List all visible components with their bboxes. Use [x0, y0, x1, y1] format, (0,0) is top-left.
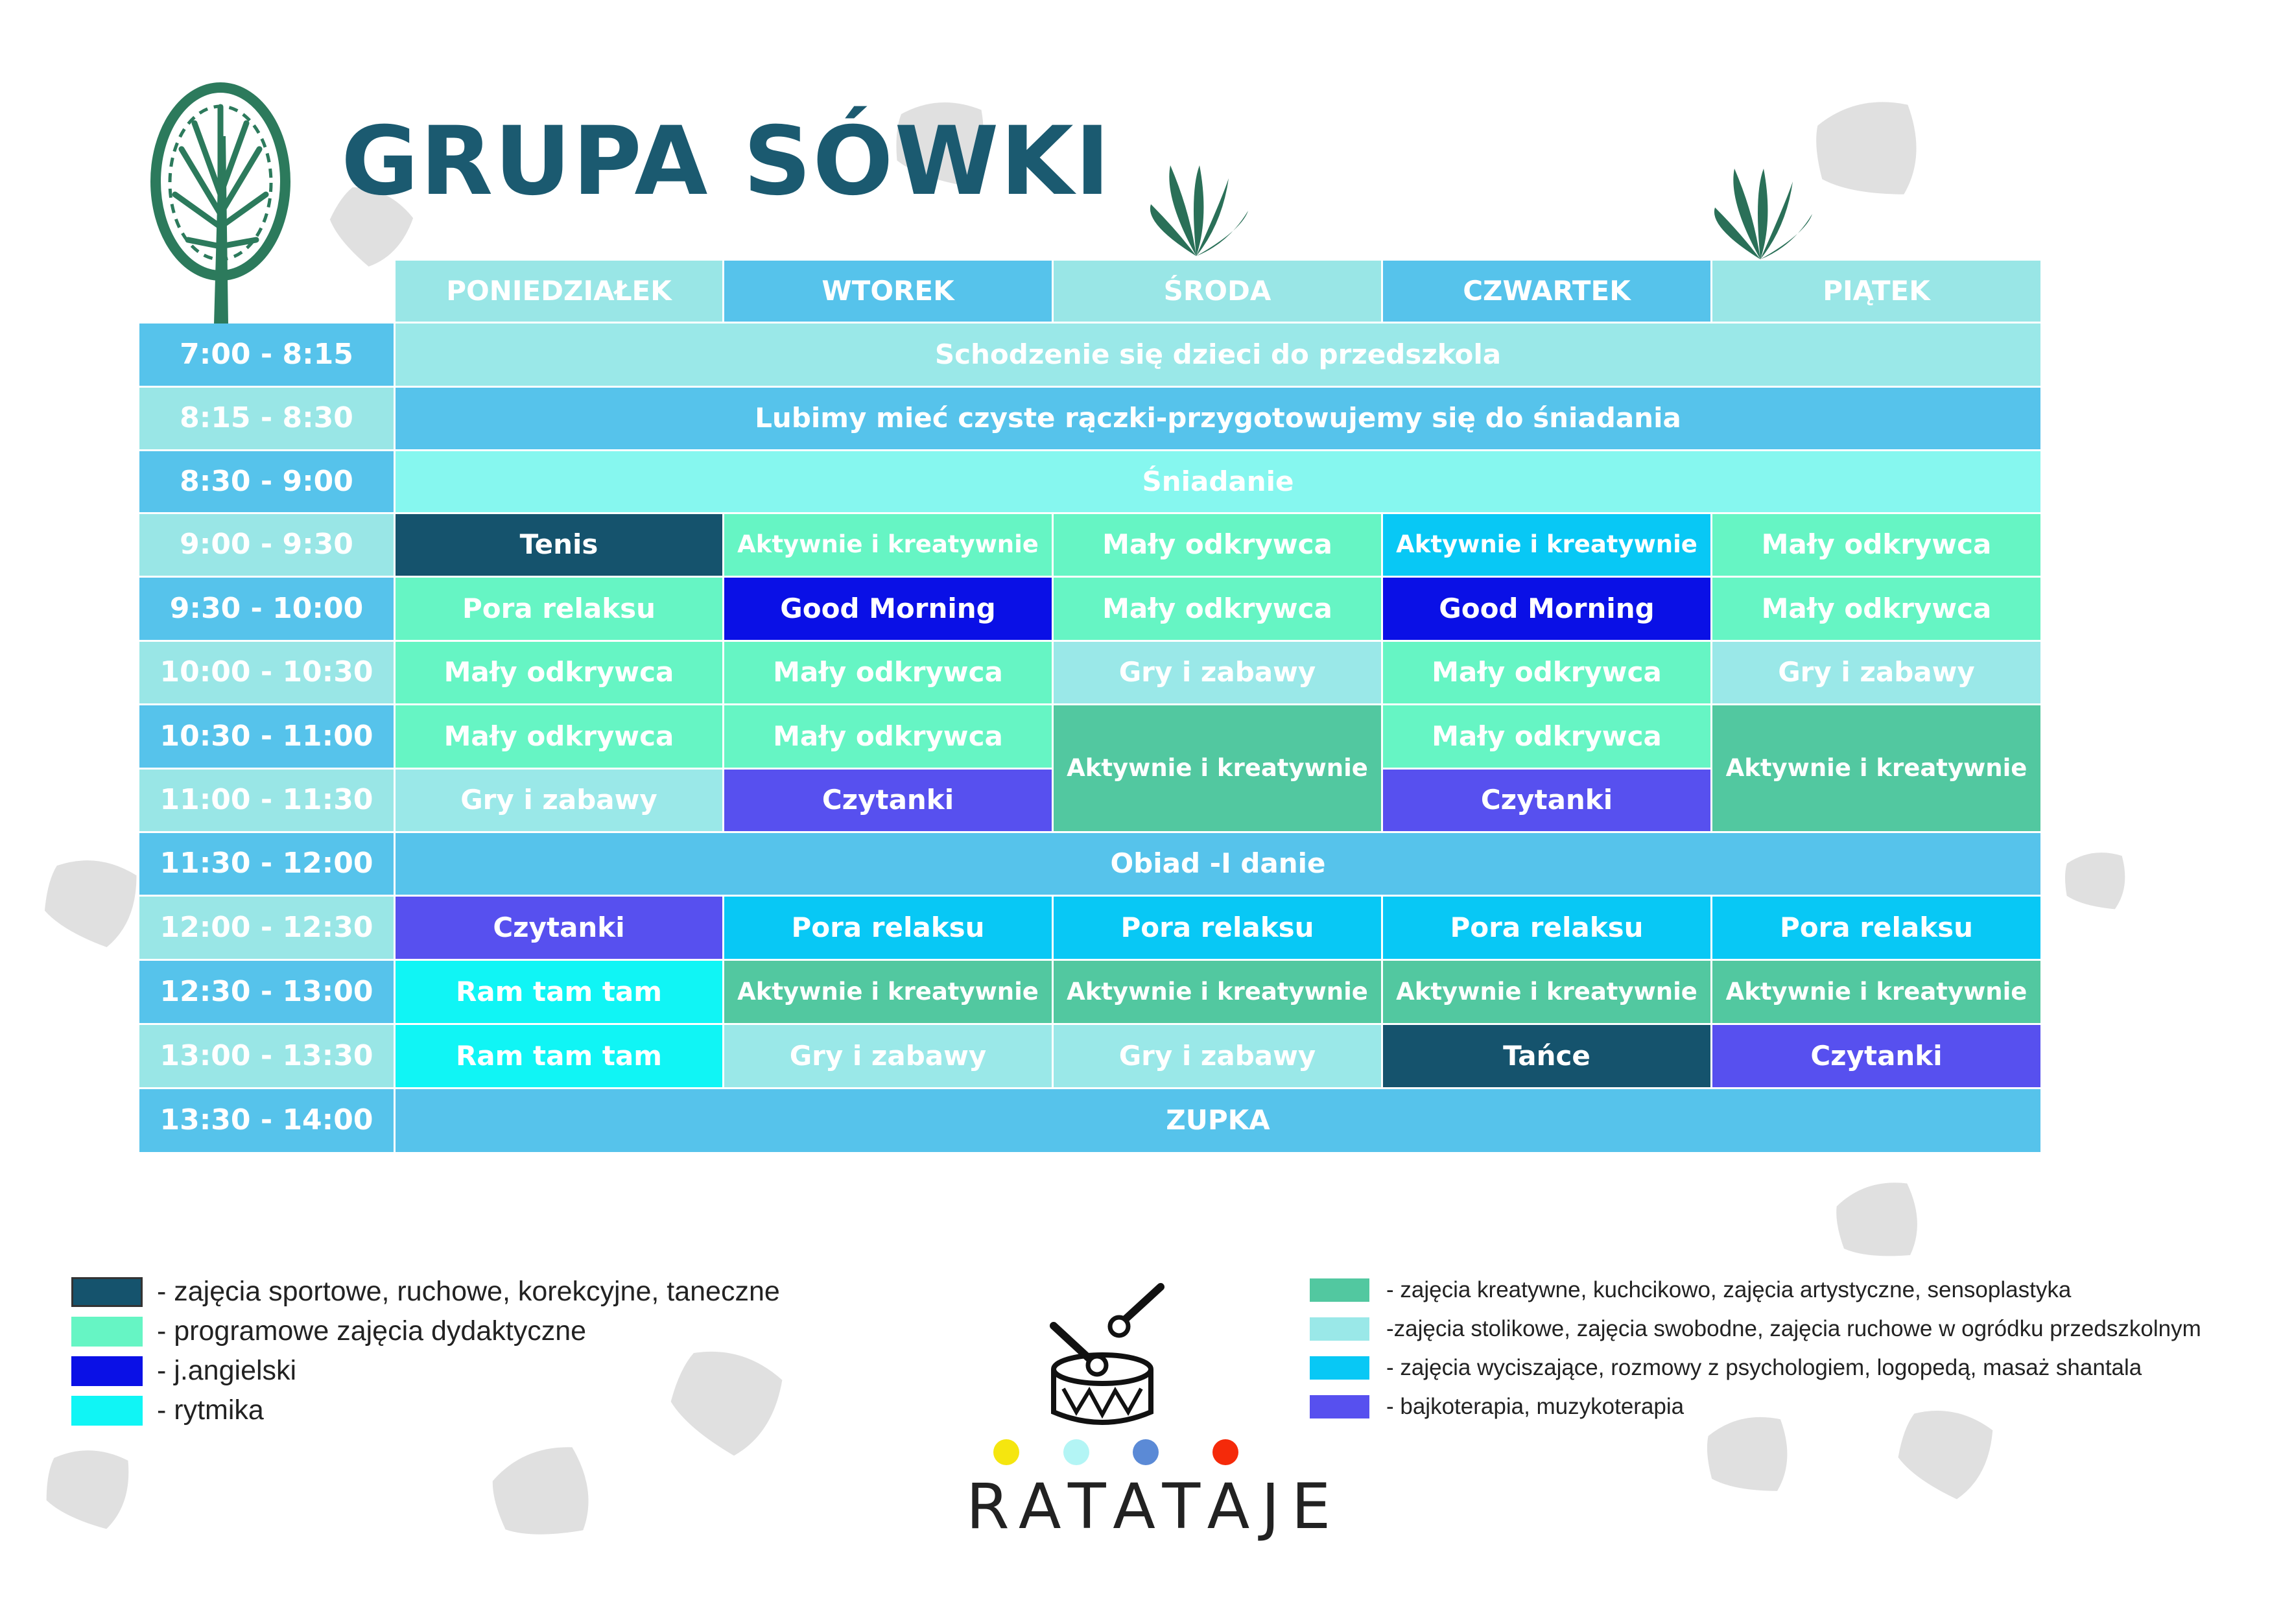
activity-cell: Ram tam tam	[396, 1025, 724, 1089]
activity-cell: Mały odkrywca	[1712, 514, 2042, 578]
activity-cell: Mały odkrywca	[1383, 642, 1712, 705]
activity-cell: Mały odkrywca	[1054, 514, 1383, 578]
brand-name: RATATAJE	[966, 1470, 1343, 1543]
legend-item	[71, 1315, 586, 1347]
time-slot: 8:15 - 8:30	[139, 388, 396, 451]
legend-label: - programowe zajęcia dydaktyczne	[157, 1315, 587, 1347]
activity-cell: Aktywnie i kreatywnie	[1712, 961, 2042, 1025]
time-slot: 10:00 - 10:30	[139, 642, 396, 705]
activity-cell: Good Morning	[1383, 578, 1712, 642]
legend-swatch	[71, 1317, 143, 1347]
activity-cell: Pora relaksu	[1383, 897, 1712, 961]
legend-item	[1310, 1277, 2071, 1303]
legend-swatch	[1310, 1356, 1369, 1380]
day-header: PONIEDZIAŁEK	[396, 261, 724, 324]
activity-cell: Mały odkrywca	[396, 642, 724, 705]
day-header: WTOREK	[724, 261, 1054, 324]
legend-label: -zajęcia stolikowe, zajęcia swobodne, zajęcia ruchowe w ogródku przedszkolnym	[1386, 1316, 2201, 1341]
activity-cell: Gry i zabawy	[1054, 1025, 1383, 1089]
time-slot: 9:30 - 10:00	[139, 578, 396, 642]
page-title: GRUPA SÓWKI	[341, 106, 1112, 217]
activity-cell: Mały odkrywca	[724, 642, 1054, 705]
activity-cell: Gry i zabawy	[396, 770, 724, 833]
time-slot: 9:00 - 9:30	[139, 514, 396, 578]
time-slot: 10:30 - 11:00	[139, 705, 396, 770]
activity-cell: Gry i zabawy	[1054, 642, 1383, 705]
activity-cell: Aktywnie i kreatywnie	[1712, 705, 2042, 833]
legend-swatch	[1310, 1317, 1369, 1341]
activity-cell: Pora relaksu	[1712, 897, 2042, 961]
day-header: ŚRODA	[1054, 261, 1383, 324]
time-slot: 13:30 - 14:00	[139, 1089, 396, 1154]
time-slot: 12:00 - 12:30	[139, 897, 396, 961]
activity-cell: Tenis	[396, 514, 724, 578]
legend-label: - zajęcia kreatywne, kuchcikowo, zajęcia artystyczne, sensoplastyka	[1386, 1277, 2072, 1302]
full-row-activity: Lubimy mieć czyste rączki-przygotowujemy się do śniadania	[396, 388, 2042, 451]
activity-cell: Gry i zabawy	[1712, 642, 2042, 705]
time-slot: 8:30 - 9:00	[139, 451, 396, 514]
time-slot: 13:00 - 13:30	[139, 1025, 396, 1089]
activity-cell: Pora relaksu	[724, 897, 1054, 961]
activity-cell: Mały odkrywca	[1712, 578, 2042, 642]
activity-cell: Aktywnie i kreatywnie	[1383, 514, 1712, 578]
activity-cell: Aktywnie i kreatywnie	[724, 514, 1054, 578]
activity-cell: Czytanki	[1712, 1025, 2042, 1089]
activity-cell: Pora relaksu	[1054, 897, 1383, 961]
activity-cell: Aktywnie i kreatywnie	[1054, 961, 1383, 1025]
activity-cell: Czytanki	[396, 897, 724, 961]
legend-swatch	[1310, 1278, 1369, 1302]
time-slot: 7:00 - 8:15	[139, 324, 396, 388]
activity-cell: Mały odkrywca	[1383, 705, 1712, 770]
full-row-activity: Śniadanie	[396, 451, 2042, 514]
activity-cell: Czytanki	[1383, 770, 1712, 833]
activity-cell: Mały odkrywca	[724, 705, 1054, 770]
activity-cell: Aktywnie i kreatywnie	[1383, 961, 1712, 1025]
activity-cell: Mały odkrywca	[396, 705, 724, 770]
activity-cell: Mały odkrywca	[1054, 578, 1383, 642]
legend-label: - j.angielski	[157, 1355, 297, 1386]
day-header: CZWARTEK	[1383, 261, 1712, 324]
time-slot: 11:30 - 12:00	[139, 833, 396, 897]
legend-swatch	[1310, 1395, 1369, 1418]
full-row-activity: Obiad -I danie	[396, 833, 2042, 897]
activity-cell: Aktywnie i kreatywnie	[1054, 705, 1383, 833]
legend-swatch	[71, 1356, 143, 1386]
legend-label: - rytmika	[157, 1395, 264, 1426]
legend-label: - zajęcia wyciszające, rozmowy z psychologiem, logopedą, masaż shantala	[1386, 1355, 2142, 1380]
legend-swatch	[71, 1277, 143, 1307]
legend-swatch	[71, 1396, 143, 1426]
activity-cell: Ram tam tam	[396, 961, 724, 1025]
legend-item	[1310, 1394, 1684, 1420]
full-row-activity: ZUPKA	[396, 1089, 2042, 1154]
legend-item	[71, 1395, 264, 1426]
legend-item	[71, 1355, 296, 1387]
activity-cell: Gry i zabawy	[724, 1025, 1054, 1089]
activity-cell: Good Morning	[724, 578, 1054, 642]
activity-cell: Pora relaksu	[396, 578, 724, 642]
day-header: PIĄTEK	[1712, 261, 2042, 324]
legend-label: - zajęcia sportowe, ruchowe, korekcyjne, taneczne	[157, 1276, 780, 1307]
legend-label: - bajkoterapia, muzykoterapia	[1386, 1394, 1685, 1419]
legend-item	[1310, 1316, 2201, 1342]
time-slot: 12:30 - 13:00	[139, 961, 396, 1025]
activity-cell: Czytanki	[724, 770, 1054, 833]
full-row-activity: Schodzenie się dzieci do przedszkola	[396, 324, 2042, 388]
legend-item	[71, 1276, 780, 1308]
activity-cell: Aktywnie i kreatywnie	[724, 961, 1054, 1025]
legend-item	[1310, 1355, 2142, 1381]
activity-cell: Tańce	[1383, 1025, 1712, 1089]
time-slot: 11:00 - 11:30	[139, 770, 396, 833]
